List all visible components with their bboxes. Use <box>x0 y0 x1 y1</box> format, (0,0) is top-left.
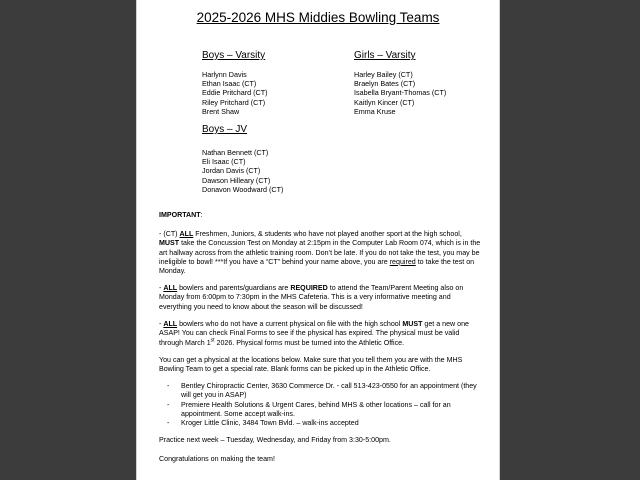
roster-entry: Eli Isaac (CT) <box>202 157 246 167</box>
roster-entry: Harley Bailey (CT) <box>354 70 413 79</box>
roster-entry: Riley Pritchard (CT) <box>202 97 266 107</box>
boys-jv-roster <box>202 148 283 194</box>
boys-varsity-roster <box>202 70 268 116</box>
boys-varsity-heading: Boys – Varsity <box>202 50 266 61</box>
list-item: - Bentley Chiropractic Center, 3630 Commerce Dr. - call 513-423-0550 for an appointment (they will get you in ASAP) <box>167 382 482 401</box>
boys-jv-heading: Boys – JV <box>202 124 248 135</box>
roster-entry: Emma Kruse <box>354 106 396 116</box>
roster-entry: Donavon Woodward (CT) <box>202 184 284 194</box>
roster-entry: Harlynn Davis <box>202 70 247 79</box>
roster-entry: Eddie Pritchard (CT) <box>202 88 268 98</box>
practice-schedule: Practice next week – Tuesday, Wednesday, and Friday from 3:30-5:00pm. <box>159 436 391 444</box>
physical-locations-intro: You can get a physical at the locations below. Make sure that you tell them you are with the MHS Bowling Team to get a special rate. Blank forms can be picked up in the Athletic Office. <box>159 356 463 374</box>
document-page <box>136 0 500 480</box>
meeting-paragraph: - ALL bowlers and parents/guardians are REQUIRED to attend the Team/Parent Meeting also on Monday from 6:00pm to 7:30pm in the MHS Cafeteria. This is a very informative meeting and everything you need to know about the season will be discussed! <box>159 284 464 311</box>
concussion-paragraph: - (CT) ALL Freshmen, Juniors, & students who have not played another sport at the high school, MUST take the Concussion Test on Monday at 2:15pm in the Computer Lab Room 074, which is in the art hallway across from the athletic training room. Don’t be late. If you do not take the test, you may be ineligible to bowl! ***If you have a “CT” behind your name above, you are required to take the test on Monday. <box>159 230 481 276</box>
roster-entry: Kaitlyn Kincer (CT) <box>354 97 415 107</box>
list-item: - Kroger Little Clinic, 3484 Town Bvld. – walk-ins accepted <box>167 419 482 428</box>
physical-paragraph: - ALL bowlers who do not have a current physical on file with the high school MUST get a new one ASAP! You can check Final Forms to see if the physical has expired. The physical must be valid through March 1st 2026. Physical forms must be turned into the Athletic Office. <box>159 320 469 347</box>
roster-entry: Braelyn Bates (CT) <box>354 79 416 89</box>
roster-entry: Nathan Bennett (CT) <box>202 148 269 157</box>
congratulations-text: Congratulations on making the team! <box>159 455 275 463</box>
document-title: 2025-2026 MHS Middies Bowling Teams <box>196 10 440 25</box>
important-label: IMPORTANT: <box>159 211 203 219</box>
girls-varsity-roster <box>354 70 446 116</box>
roster-entry: Isabella Bryant-Thomas (CT) <box>354 88 447 98</box>
roster-entry: Jordan Davis (CT) <box>202 166 261 176</box>
list-item: - Premiere Health Solutions & Urgent Cares, behind MHS & other locations – call for an appointment. Some accept walk-ins. <box>167 401 482 420</box>
roster-entry: Brent Shaw <box>202 106 240 116</box>
girls-varsity-heading: Girls – Varsity <box>354 50 416 61</box>
roster-entry: Ethan Isaac (CT) <box>202 79 257 89</box>
roster-entry: Dawson Hilleary (CT) <box>202 175 271 185</box>
physical-locations-list <box>167 382 482 428</box>
